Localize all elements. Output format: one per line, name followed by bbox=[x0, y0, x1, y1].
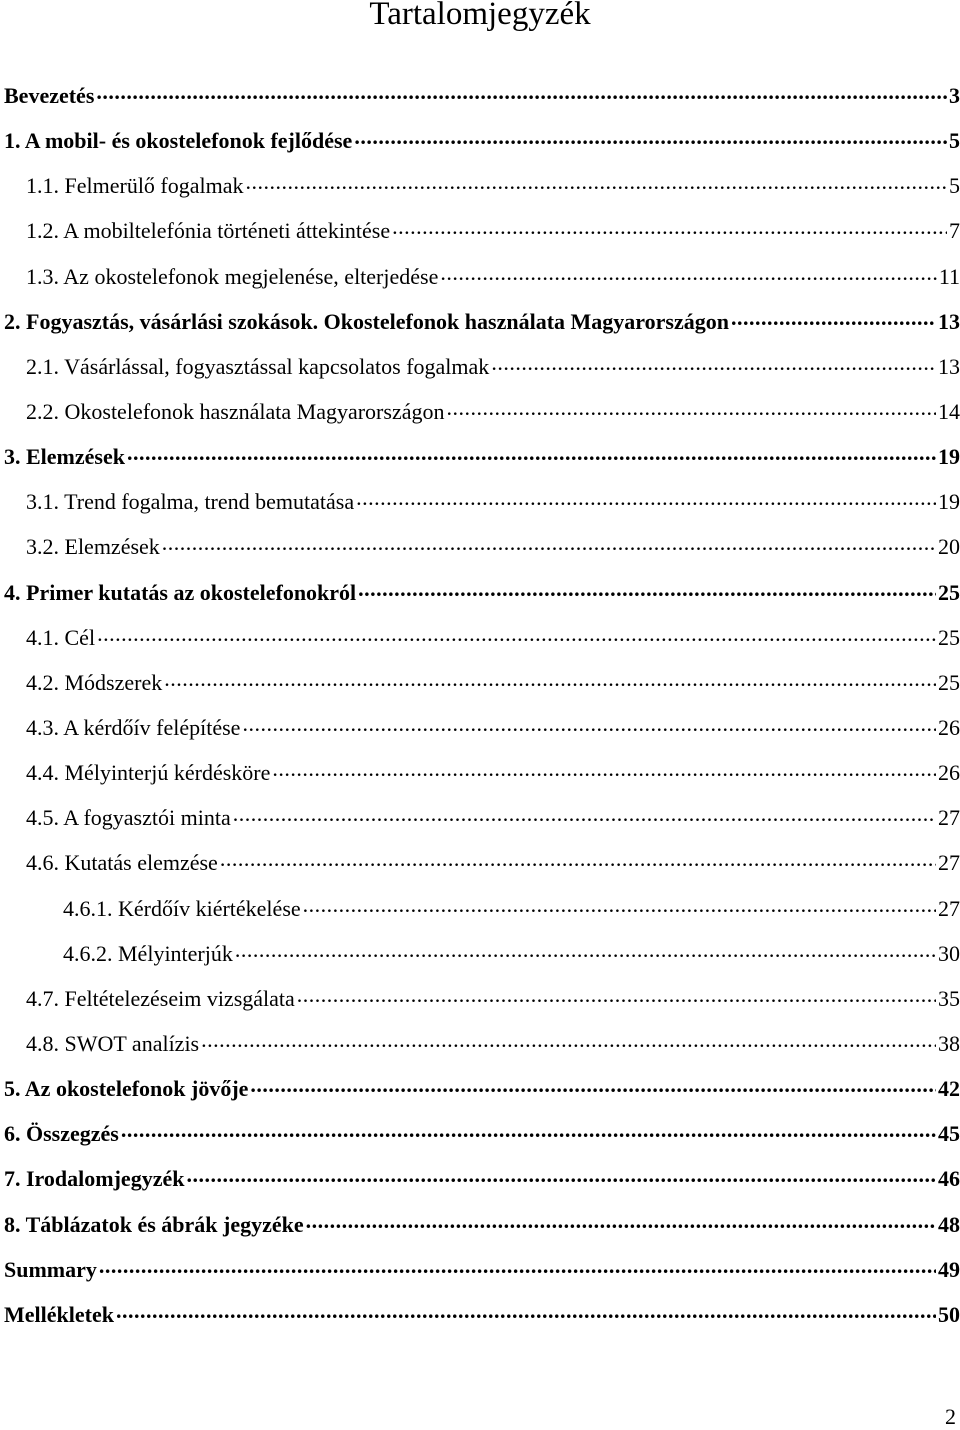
dot-leader bbox=[96, 81, 947, 103]
dot-leader bbox=[440, 262, 936, 284]
toc-entry-page: 30 bbox=[938, 940, 960, 966]
table-of-contents bbox=[0, 73, 960, 1337]
toc-entry[interactable] bbox=[0, 1066, 960, 1111]
toc-entry-label: 6. Összegzés bbox=[4, 1121, 119, 1147]
toc-entry[interactable] bbox=[0, 570, 960, 615]
toc-entry[interactable] bbox=[0, 660, 960, 705]
toc-entry-page: 5 bbox=[949, 173, 960, 199]
toc-entry-label: 4.7. Feltételezéseim vizsgálata bbox=[26, 985, 295, 1011]
toc-entry-page: 27 bbox=[938, 805, 960, 831]
dot-leader bbox=[164, 668, 936, 690]
toc-entry-label: 3. Elemzések bbox=[4, 444, 125, 470]
dot-leader bbox=[272, 758, 936, 780]
dot-leader bbox=[250, 1074, 936, 1096]
toc-entry[interactable] bbox=[0, 1202, 960, 1247]
toc-entry-label: Bevezetés bbox=[4, 83, 95, 108]
dot-leader bbox=[233, 803, 936, 825]
toc-entry[interactable] bbox=[0, 1247, 960, 1292]
toc-entry[interactable] bbox=[0, 254, 960, 299]
toc-entry-page: 19 bbox=[938, 489, 960, 515]
toc-entry-page: 19 bbox=[938, 444, 960, 470]
toc-entry-label: 2.2. Okostelefonok használata Magyarországon bbox=[26, 398, 445, 424]
toc-entry[interactable] bbox=[0, 479, 960, 524]
dot-leader bbox=[97, 623, 936, 645]
toc-entry[interactable] bbox=[0, 208, 960, 253]
toc-entry-label: 4.1. Cél bbox=[26, 624, 96, 650]
toc-entry-label: 2. Fogyasztás, vásárlási szokások. Okostelefonok használata Magyarországon bbox=[4, 308, 729, 334]
toc-entry-label: 1.2. A mobiltelefónia történeti áttekintése bbox=[26, 218, 391, 244]
toc-entry[interactable] bbox=[0, 705, 960, 750]
toc-entry[interactable] bbox=[0, 886, 960, 931]
toc-entry-page: 27 bbox=[938, 850, 960, 876]
dot-leader bbox=[246, 171, 947, 193]
toc-entry-page: 27 bbox=[938, 895, 960, 921]
toc-entry[interactable] bbox=[0, 163, 960, 208]
toc-entry-page: 26 bbox=[938, 760, 960, 786]
toc-entry-label: Mellékletek bbox=[4, 1301, 114, 1327]
dot-leader bbox=[116, 1300, 936, 1322]
toc-entry-label: 4.2. Módszerek bbox=[26, 669, 163, 695]
toc-entry-page: 7 bbox=[949, 218, 960, 244]
toc-entry-label: 8. Táblázatok és ábrák jegyzéke bbox=[4, 1211, 304, 1237]
toc-entry-page: 3 bbox=[949, 83, 960, 108]
toc-entry-page: 38 bbox=[938, 1030, 960, 1056]
toc-entry[interactable] bbox=[0, 1156, 960, 1201]
dot-leader bbox=[358, 578, 936, 600]
toc-entry[interactable] bbox=[0, 615, 960, 660]
dot-leader bbox=[392, 216, 947, 238]
toc-entry-label: 1. A mobil- és okostelefonok fejlődése bbox=[4, 128, 353, 154]
toc-entry-page: 46 bbox=[938, 1166, 960, 1192]
dot-leader bbox=[99, 1255, 936, 1277]
toc-entry-page: 13 bbox=[938, 353, 960, 379]
toc-entry-page: 25 bbox=[938, 624, 960, 650]
toc-entry-label: 2.1. Vásárlással, fogyasztással kapcsolatos fogalmak bbox=[26, 353, 490, 379]
dot-leader bbox=[121, 1119, 936, 1141]
toc-entry-page: 11 bbox=[938, 263, 960, 289]
toc-entry[interactable] bbox=[0, 1111, 960, 1156]
toc-entry-label: 4.6.2. Mélyinterjúk bbox=[63, 940, 233, 966]
toc-entry-label: 4.5. A fogyasztói minta bbox=[26, 805, 231, 831]
toc-entry[interactable] bbox=[0, 118, 960, 163]
page-title: Tartalomjegyzék bbox=[369, 0, 591, 32]
toc-entry-label: 7. Irodalomjegyzék bbox=[4, 1166, 185, 1192]
toc-entry-page: 48 bbox=[938, 1211, 960, 1237]
toc-entry[interactable] bbox=[0, 840, 960, 885]
dot-leader bbox=[127, 442, 936, 464]
dot-leader bbox=[297, 984, 936, 1006]
toc-entry[interactable] bbox=[0, 931, 960, 976]
toc-entry[interactable] bbox=[0, 389, 960, 434]
dot-leader bbox=[186, 1164, 936, 1186]
toc-entry-label: 4.3. A kérdőív felépítése bbox=[26, 714, 241, 740]
toc-entry-page: 5 bbox=[949, 128, 960, 154]
toc-entry-label: 4.6.1. Kérdőív kiértékelése bbox=[63, 895, 301, 921]
dot-leader bbox=[306, 1210, 936, 1232]
toc-entry-page: 42 bbox=[938, 1076, 960, 1102]
dot-leader bbox=[731, 307, 936, 329]
toc-entry-page: 25 bbox=[938, 669, 960, 695]
dot-leader bbox=[201, 1029, 936, 1051]
dot-leader bbox=[220, 848, 936, 870]
toc-entry-label: 3.2. Elemzések bbox=[26, 534, 160, 560]
dot-leader bbox=[446, 397, 936, 419]
toc-entry[interactable] bbox=[0, 1021, 960, 1066]
toc-entry-page: 45 bbox=[938, 1121, 960, 1147]
toc-entry-label: 4.6. Kutatás elemzése bbox=[26, 850, 218, 876]
toc-entry[interactable] bbox=[0, 73, 960, 118]
toc-entry-label: 4.4. Mélyinterjú kérdésköre bbox=[26, 760, 271, 786]
toc-entry-page: 14 bbox=[938, 398, 960, 424]
page-number: 2 bbox=[945, 1404, 956, 1429]
toc-entry[interactable] bbox=[0, 750, 960, 795]
toc-entry[interactable] bbox=[0, 344, 960, 389]
dot-leader bbox=[491, 352, 936, 374]
toc-entry-page: 20 bbox=[938, 534, 960, 560]
toc-entry-label: 3.1. Trend fogalma, trend bemutatása bbox=[26, 489, 355, 515]
toc-entry-page: 35 bbox=[938, 985, 960, 1011]
toc-entry[interactable] bbox=[0, 299, 960, 344]
dot-leader bbox=[356, 487, 936, 509]
toc-entry-label: 5. Az okostelefonok jövője bbox=[4, 1076, 249, 1102]
toc-entry[interactable] bbox=[0, 976, 960, 1021]
dot-leader bbox=[303, 894, 936, 916]
toc-entry-label: 1.3. Az okostelefonok megjelenése, elterjedése bbox=[26, 263, 439, 289]
dot-leader bbox=[242, 713, 936, 735]
toc-entry-page: 13 bbox=[938, 308, 960, 334]
toc-entry[interactable] bbox=[0, 795, 960, 840]
toc-entry-page: 49 bbox=[938, 1256, 960, 1282]
toc-entry[interactable] bbox=[0, 524, 960, 569]
toc-entry[interactable] bbox=[0, 434, 960, 479]
toc-entry-page: 50 bbox=[938, 1301, 960, 1327]
toc-entry-label: Summary bbox=[4, 1256, 97, 1282]
toc-entry-page: 25 bbox=[938, 579, 960, 605]
dot-leader bbox=[354, 126, 947, 148]
toc-entry-label: 4.8. SWOT analízis bbox=[26, 1030, 200, 1056]
toc-entry-label: 1.1. Felmerülő fogalmak bbox=[26, 173, 244, 199]
dot-leader bbox=[235, 939, 936, 961]
toc-entry[interactable] bbox=[0, 1292, 960, 1337]
toc-entry-page: 26 bbox=[938, 714, 960, 740]
dot-leader bbox=[162, 532, 936, 554]
toc-entry-label: 4. Primer kutatás az okostelefonokról bbox=[4, 579, 357, 605]
